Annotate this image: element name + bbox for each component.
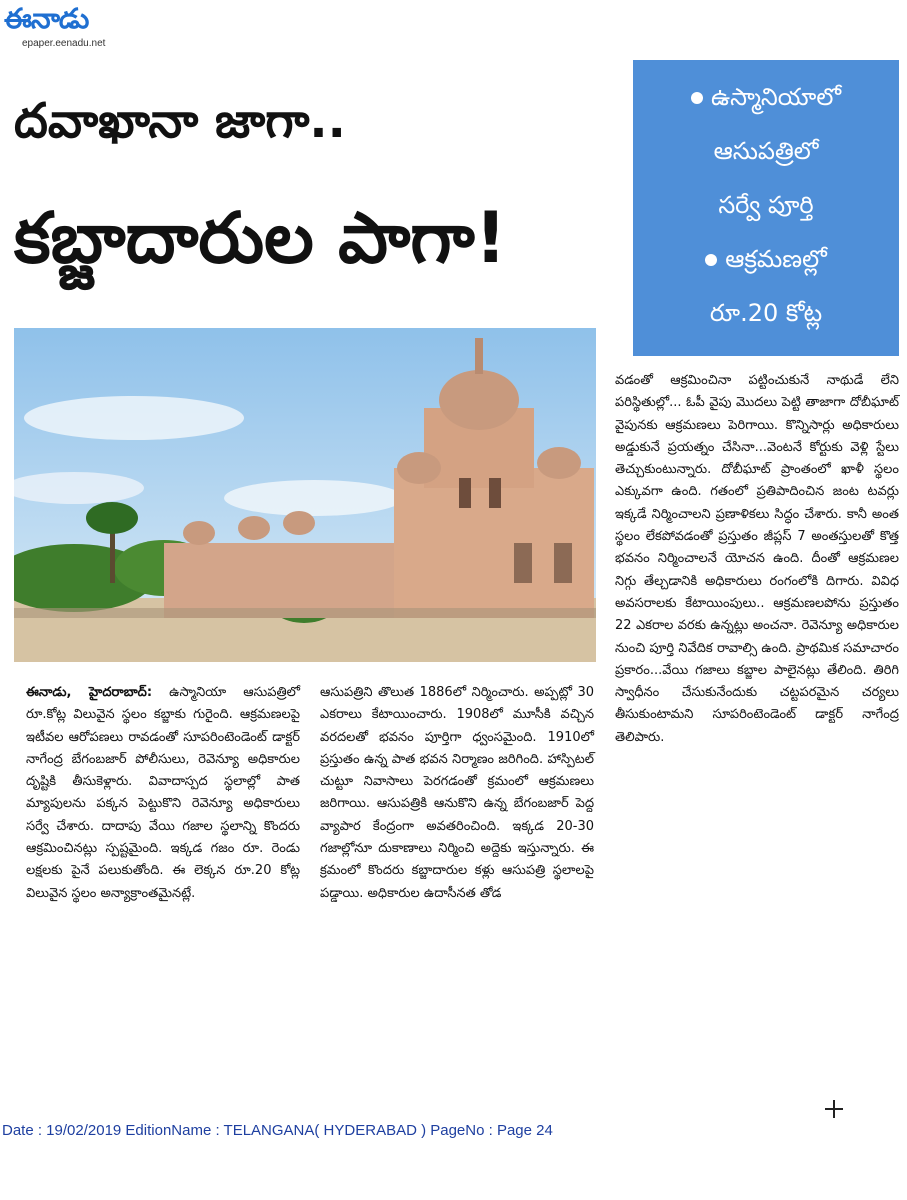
highlights-box — [633, 60, 899, 381]
highlight-bullet-1-line-3: సర్వే పూర్తి — [718, 191, 814, 219]
eenadu-logo-text: ఈనాడు — [4, 2, 89, 35]
article-column-3 — [615, 370, 899, 749]
article-dateline: ఈనాడు, హైదరాబాద్: — [26, 685, 153, 700]
highlight-bullet-1-line-1: ఉస్మానియాలో — [641, 70, 891, 124]
hospital-building-illustration — [14, 328, 596, 662]
headline-line-2: కబ్జాదారుల పాగా! — [14, 197, 507, 279]
crosshair-icon — [823, 1098, 845, 1120]
highlight-bullet-2-line-2: రూ.20 కోట్ల — [709, 299, 823, 327]
edition-footer: Date : 19/02/2019 EditionName : TELANGANA( HYDERABAD ) PageNo : Page 24 — [2, 1122, 553, 1139]
article-column-2-text: ఆసుపత్రిని తొలుత 1886లో నిర్మించారు. అప్పట్లో 30 ఎకరాలు కేటాయించారు. 1908లో మూసీకి వచ్చిన వరదలతో భవనం పూర్తిగా ధ్వంసమైంది. 1910లో ప్రస్తుతం ఉన్న పాత భవన నిర్మాణం జరిగింది. హాస్పిటల్ చుట్టూ నివాసాలు పెరగడంతో క్రమంలో ఆక్రమణలు జరిగాయి. ఆసుపత్రికి ఆనుకొని ఉన్న బేగంబజార్ పెద్ద వ్యాపార కేంద్రంగా అవతరించింది. ఇక్కడ 20-30 గజాల్లోనూ దుకాణాలు నిర్మించి అద్దెకు ఇస్తున్నారు. ఈ క్రమంలో కొందరు కబ్జాదారుల కళ్లు ఆసుపత్రి స్థలాలపై పడ్డాయి. అధికారుల ఉదాసీనత తోడ — [320, 685, 594, 901]
bullet-icon — [691, 92, 703, 104]
masthead-url: epaper.eenadu.net — [22, 38, 106, 49]
article-column-1-text: ఉస్మానియా ఆసుపత్రిలో రూ.కోట్ల విలువైన స్థలం కబ్జాకు గురైంది. ఆక్రమణలపై ఇటీవల ఆరోపణలు రావడంతో సూపరింటెండెంట్ డాక్టర్ నాగేంద్ర బేగంబజార్ పోలీసులు, రెవెన్యూ అధికారుల దృష్టికి తీసుకెళ్లారు. వివాదాస్పద స్థలాల్లో పాత మ్యాపులను పక్కన పెట్టుకొని రెవెన్యూ అధికారులు సర్వే చేశారు. దాదాపు వేయి గజాల స్థలాన్ని కొందరు ఆక్రమించినట్లు స్పష్టమైంది. ఇక్కడ గజం రూ. రెండు లక్షలకు పైనే పలుకుతోంది. ఈ లెక్కన రూ.20 కోట్ల విలువైన స్థలం అన్యాక్రాంతమైనట్లే. — [26, 685, 300, 901]
article-column-3-text: వడంతో ఆక్రమించినా పట్టించుకునే నాథుడే లేని పరిస్థితుల్లో... ఓపీ వైపు మొదలు పెట్టి తాజాగా దోబీఘాట్ వైపునకు ఆక్రమణలు పెరిగాయి. కొన్నిసార్లు అధికారులు అడ్డుకునే ప్రయత్నం చేసినా...వెంటనే కోర్టుకు వెళ్లి స్టేలు తెచ్చుకుంటున్నారు. దోబీఘాట్ ప్రాంతంలో ఖాళీ స్థలం ఎక్కువగా ఉంది. గతంలో ప్రతిపాదించిన జంట టవర్లు ఇక్కడే నిర్మించాలని ప్రణాళికలు సిద్ధం చేశారు. కానీ అంత స్థలం లేకపోవడంతో ప్రస్తుతం జీప్లస్ 7 అంతస్తులతో కొత్త భవనం నిర్మించాలనే యోచన ఉంది. దీంతో ఆక్రమణల నిగ్గు తేల్చడానికి అధికారులు రంగంలోకి దిగారు. వివిధ అవసరాలకు కేటాయింపులు.. ఆక్రమణలపోను ప్రస్తుతం 22 ఎకరాల వరకు ఉన్నట్లు అంచనా. రెవెన్యూ అధికారుల నుంచి పూర్తి నివేదిక రావాల్సి ఉంది. ప్రాథమిక సమాచారం ప్రకారం...వేయి గజాలు కబ్జాల పాలైనట్లు తేలింది. తిరిగి స్వాధీనం చేసుకునేందుకు చట్టపరమైన చర్యలు తీసుకుంటామని సూపరింటెండెంట్ డాక్టర్ నాగేంద్ర తెలిపారు. — [615, 373, 899, 745]
article-column-2 — [320, 682, 594, 905]
highlight-bullet-1-line-2: ఆసుపత్రిలో — [713, 137, 819, 165]
hospital-photo — [14, 328, 596, 662]
bullet-icon — [705, 254, 717, 266]
article-column-1 — [26, 682, 300, 905]
headline-line-1: దవాఖానా జాగా.. — [14, 93, 346, 149]
highlight-bullet-2-line-1: ఆక్రమణల్లో — [641, 232, 891, 286]
masthead-logo[interactable] — [4, 2, 139, 50]
highlight-bullet-2-line-3: విలువైన స్థలం — [701, 353, 831, 381]
